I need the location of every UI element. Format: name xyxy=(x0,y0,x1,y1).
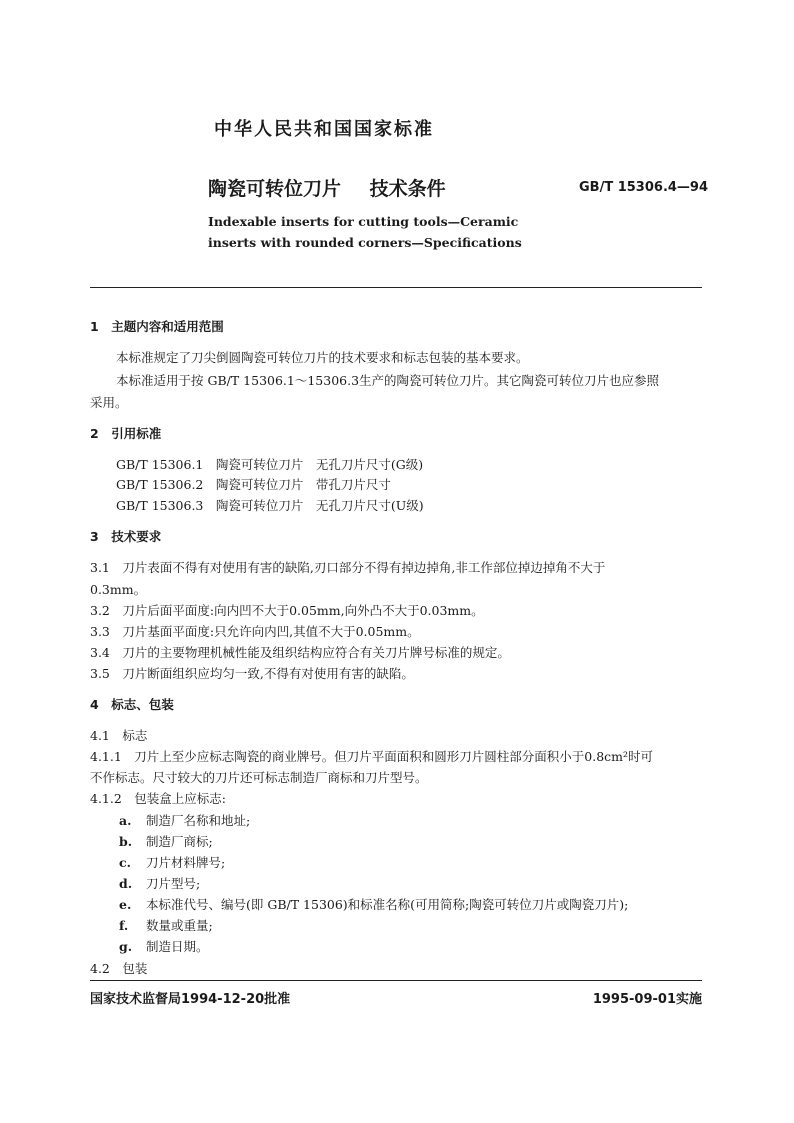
issuing-body-title: 中华人民共和国国家标准 xyxy=(214,119,434,140)
list-text: 刀片型号; xyxy=(146,876,201,891)
standard-number: GB/T 15306.4—94 xyxy=(579,180,709,195)
list-item xyxy=(119,811,250,829)
section-1-paragraph-2: 本标准适用于按 GB/T 15306.1～15306.3生产的陶瓷可转位刀片。其它陶瓷可转位刀片也应参照 xyxy=(116,373,660,388)
clause-4-1-1: 4.1.1 刀片上至少应标志陶瓷的商业牌号。但刀片平面面积和圆形刀片圆柱部分面积小于0.8cm²时可 xyxy=(90,749,654,764)
requirement-3-4: 3.4 刀片的主要物理机械性能及组织结构应符合有关刀片牌号标准的规定。 xyxy=(90,645,510,660)
list-marker: a. xyxy=(119,813,132,828)
list-marker: d. xyxy=(119,876,133,891)
list-item xyxy=(119,895,628,913)
requirement-3-1: 3.1 刀片表面不得有对使用有害的缺陷,刃口部分不得有掉边掉角,非工作部位掉边掉角不大于 xyxy=(90,560,606,575)
subsection-4-1: 4.1 标志 xyxy=(90,728,148,743)
subsection-4-2: 4.2 包装 xyxy=(90,961,148,976)
title-part-1: 陶瓷可转位刀片 xyxy=(208,178,342,200)
section-3-heading: 3 技术要求 xyxy=(90,529,162,544)
list-marker: e. xyxy=(119,897,132,912)
list-text: 数量或重量; xyxy=(146,918,213,933)
list-marker: g. xyxy=(119,939,133,954)
reference-item: GB/T 15306.3 陶瓷可转位刀片 无孔刀片尺寸(U级) xyxy=(116,498,424,513)
section-1-paragraph-1: 本标准规定了刀尖倒圆陶瓷可转位刀片的技术要求和标志包装的基本要求。 xyxy=(116,350,529,365)
requirement-3-1-cont: 0.3mm。 xyxy=(90,582,147,597)
list-item xyxy=(119,916,213,934)
list-text: 制造日期。 xyxy=(146,939,209,954)
title-part-2: 技术条件 xyxy=(369,178,446,200)
list-item xyxy=(119,937,209,955)
list-marker: f. xyxy=(119,918,129,933)
effective-date: 1995-09-01实施 xyxy=(592,992,702,1007)
list-item xyxy=(119,853,225,871)
reference-item: GB/T 15306.2 陶瓷可转位刀片 带孔刀片尺寸 xyxy=(116,477,391,492)
header-divider xyxy=(90,287,702,288)
section-1-paragraph-2-cont: 采用。 xyxy=(90,395,128,410)
clause-4-1-2: 4.1.2 包装盒上应标志: xyxy=(90,791,227,806)
approval-date: 国家技术监督局1994-12-20批准 xyxy=(90,992,291,1007)
list-text: 制造厂名称和地址; xyxy=(146,813,251,828)
section-1-heading: 1 主题内容和适用范围 xyxy=(90,319,224,334)
section-2-heading: 2 引用标准 xyxy=(90,426,162,441)
title-en-line-1: Indexable inserts for cutting tools—Ceramic xyxy=(208,214,519,229)
list-item xyxy=(119,874,200,892)
list-marker: b. xyxy=(119,834,133,849)
title-en-line-2: inserts with rounded corners—Specifications xyxy=(208,235,522,250)
requirement-3-2: 3.2 刀片后面平面度:向内凹不大于0.05mm,向外凸不大于0.03mm。 xyxy=(90,603,484,618)
footer-divider xyxy=(90,980,702,981)
clause-4-1-1-cont: 不作标志。尺寸较大的刀片还可标志制造厂商标和刀片型号。 xyxy=(90,770,428,785)
document-title-cn xyxy=(208,174,446,201)
list-text: 刀片材料牌号; xyxy=(146,855,226,870)
requirement-3-3: 3.3 刀片基面平面度:只允许向内凹,其值不大于0.05mm。 xyxy=(90,624,420,639)
list-item xyxy=(119,832,213,850)
requirement-3-5: 3.5 刀片断面组织应均匀一致,不得有对使用有害的缺陷。 xyxy=(90,666,414,681)
reference-item: GB/T 15306.1 陶瓷可转位刀片 无孔刀片尺寸(G级) xyxy=(116,457,424,472)
list-marker: c. xyxy=(119,855,131,870)
list-text: 本标准代号、编号(即 GB/T 15306)和标准名称(可用简称;陶瓷可转位刀片或陶瓷刀片); xyxy=(146,897,629,912)
list-text: 制造厂商标; xyxy=(146,834,213,849)
section-4-heading: 4 标志、包装 xyxy=(90,697,174,712)
